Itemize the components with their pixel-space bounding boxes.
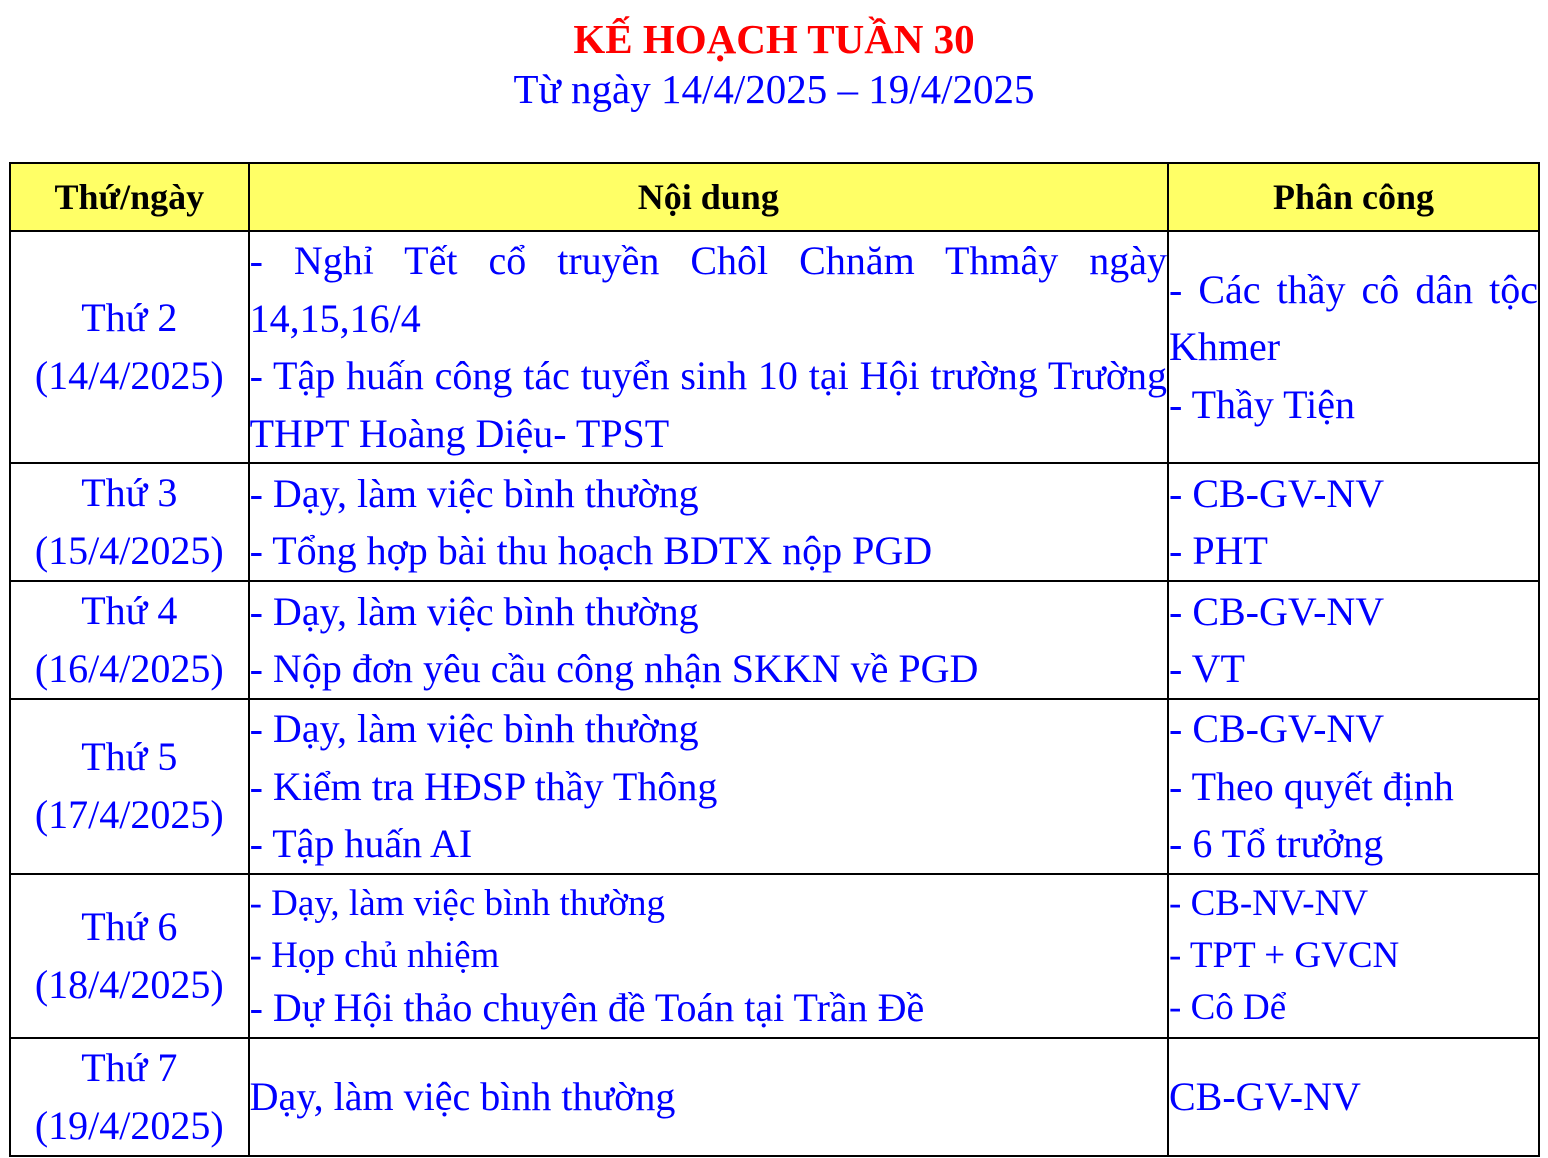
day-date: (15/4/2025) bbox=[34, 528, 224, 573]
assign-item: - Các thầy cô dân tộc Khmer bbox=[1169, 266, 1538, 370]
column-header-assign: Phân công bbox=[1168, 163, 1539, 231]
assign-item: - CB-GV-NV bbox=[1169, 470, 1385, 516]
assign-cell bbox=[1168, 1038, 1539, 1156]
content-item: - Tổng hợp bài thu hoạch BDTX nộp PGD bbox=[249, 528, 933, 573]
content-item: - Tập huấn công tác tuyển sinh 10 tại Hội trường Trường THPT Hoàng Diệu- TPST bbox=[249, 353, 1167, 456]
table-row bbox=[10, 463, 1539, 581]
content-cell bbox=[249, 463, 1168, 581]
day-date: (17/4/2025) bbox=[34, 792, 224, 838]
content-item: - Dạy, làm việc bình thường bbox=[249, 882, 665, 924]
assign-item: - CB-NV-NV bbox=[1169, 882, 1369, 924]
day-cell bbox=[10, 1038, 249, 1156]
day-label: Thứ 4 bbox=[81, 588, 178, 633]
content-item: - Dạy, làm việc bình thường bbox=[249, 706, 699, 751]
day-label: Thứ 3 bbox=[81, 470, 178, 515]
content-item: - Nghỉ Tết cổ truyền Chôl Chnăm Thmây ngày 14,15,16/4 bbox=[249, 238, 1167, 341]
content-item: - Kiểm tra HĐSP thầy Thông bbox=[249, 763, 718, 809]
table-row bbox=[10, 699, 1539, 874]
assign-item: - Thầy Tiện bbox=[1169, 381, 1355, 427]
table-row bbox=[10, 1038, 1539, 1156]
content-cell bbox=[249, 699, 1168, 874]
assign-cell bbox=[1168, 699, 1539, 874]
assign-item: CB-GV-NV bbox=[1169, 1073, 1361, 1119]
content-item: - Dự Hội thảo chuyên đề Toán tại Trần Đề bbox=[249, 984, 925, 1030]
assign-item: - Theo quyết định bbox=[1169, 763, 1454, 809]
day-label: Thứ 2 bbox=[81, 295, 178, 340]
day-label: Thứ 5 bbox=[81, 734, 178, 780]
content-item: - Nộp đơn yêu cầu công nhận SKKN về PGD bbox=[249, 646, 979, 691]
day-date: (18/4/2025) bbox=[34, 961, 224, 1007]
assign-cell bbox=[1168, 874, 1539, 1038]
day-date: (16/4/2025) bbox=[34, 646, 224, 691]
column-header-content: Nội dung bbox=[249, 163, 1168, 231]
assign-item: - Cô Dể bbox=[1169, 986, 1287, 1028]
weekly-plan-table bbox=[9, 162, 1540, 1157]
day-cell bbox=[10, 463, 249, 581]
assign-item: - PHT bbox=[1169, 528, 1268, 573]
content-cell bbox=[249, 1038, 1168, 1156]
assign-item: - CB-GV-NV bbox=[1169, 588, 1385, 634]
page-title: KẾ HOẠCH TUẦN 30 bbox=[573, 16, 975, 62]
content-cell bbox=[249, 581, 1168, 699]
content-cell bbox=[249, 231, 1168, 463]
assign-item: - VT bbox=[1169, 646, 1245, 691]
day-cell bbox=[10, 581, 249, 699]
content-item: - Dạy, làm việc bình thường bbox=[249, 588, 699, 634]
day-label: Thứ 7 bbox=[81, 1044, 178, 1090]
content-item: Dạy, làm việc bình thường bbox=[249, 1073, 676, 1119]
day-cell bbox=[10, 699, 249, 874]
assign-cell bbox=[1168, 231, 1539, 463]
assign-cell bbox=[1168, 463, 1539, 581]
day-label: Thứ 6 bbox=[81, 903, 178, 949]
assign-item: - 6 Tổ trưởng bbox=[1169, 821, 1384, 866]
table-header-row bbox=[10, 163, 1539, 231]
column-header-day: Thứ/ngày bbox=[10, 163, 249, 231]
table-row bbox=[10, 581, 1539, 699]
day-cell bbox=[10, 231, 249, 463]
day-cell bbox=[10, 874, 249, 1038]
content-item: - Tập huấn AI bbox=[249, 821, 473, 866]
assign-cell bbox=[1168, 581, 1539, 699]
date-range-subtitle: Từ ngày 14/4/2025 – 19/4/2025 bbox=[513, 66, 1035, 112]
content-item: - Họp chủ nhiệm bbox=[249, 934, 500, 976]
table-row bbox=[10, 231, 1539, 463]
table-row bbox=[10, 874, 1539, 1038]
assign-item: - TPT + GVCN bbox=[1169, 934, 1400, 976]
content-item: - Dạy, làm việc bình thường bbox=[249, 470, 699, 516]
day-date: (19/4/2025) bbox=[34, 1102, 224, 1148]
content-cell bbox=[249, 874, 1168, 1038]
day-date: (14/4/2025) bbox=[34, 353, 224, 398]
assign-item: - CB-GV-NV bbox=[1169, 706, 1385, 751]
